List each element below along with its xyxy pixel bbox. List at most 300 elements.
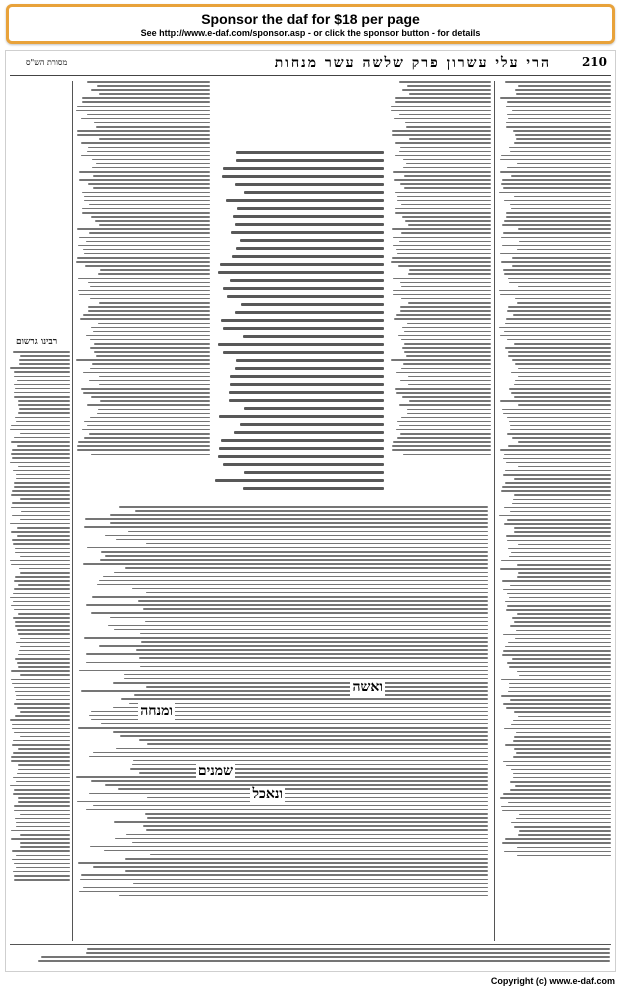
text-line — [12, 728, 70, 730]
text-line — [391, 261, 491, 263]
text-line — [89, 793, 488, 795]
text-line — [13, 871, 70, 873]
text-line — [93, 187, 210, 189]
text-line — [504, 220, 611, 222]
text-line — [500, 449, 611, 451]
text-line — [502, 580, 611, 582]
text-line — [507, 417, 611, 419]
sponsor-subtitle[interactable]: See http://www.e-daf.com/sponsor.asp - or click the sponsor button - for details — [140, 28, 481, 38]
text-line — [125, 567, 488, 569]
text-line — [507, 662, 611, 664]
footnotes — [10, 948, 610, 968]
text-line — [115, 838, 488, 840]
text-line — [504, 273, 611, 275]
text-line — [509, 388, 611, 390]
text-line — [80, 879, 488, 881]
text-line — [11, 494, 70, 496]
text-line — [14, 482, 70, 484]
text-line — [517, 249, 611, 251]
text-line — [400, 310, 491, 312]
text-line — [509, 683, 611, 685]
text-line — [84, 253, 210, 255]
text-line — [86, 653, 488, 655]
text-line — [409, 93, 491, 95]
text-line — [83, 314, 210, 316]
text-line — [20, 355, 70, 357]
text-line — [10, 429, 70, 431]
text-line — [145, 621, 488, 623]
sponsor-banner[interactable] — [6, 4, 615, 44]
text-line — [503, 458, 611, 460]
text-line — [113, 682, 488, 684]
text-line — [105, 555, 488, 557]
talmud-page — [5, 50, 616, 972]
text-line — [150, 854, 488, 856]
text-line — [507, 519, 611, 521]
text-line — [517, 855, 611, 857]
text-line — [14, 437, 70, 439]
text-line — [90, 286, 210, 288]
text-line — [395, 208, 491, 210]
text-marker: ומנחה — [140, 703, 173, 719]
text-line — [10, 367, 70, 369]
text-line — [508, 118, 611, 120]
text-line — [19, 363, 70, 365]
text-line — [11, 830, 70, 832]
text-line — [99, 384, 210, 386]
text-line — [11, 441, 70, 443]
text-line — [511, 822, 611, 824]
text-line — [78, 278, 210, 280]
text-line — [90, 417, 210, 419]
text-line — [91, 612, 488, 614]
text-line — [99, 645, 488, 647]
text-line — [500, 335, 611, 337]
text-line — [222, 175, 384, 178]
text-line — [244, 191, 384, 194]
text-line — [500, 159, 611, 161]
text-line — [401, 232, 491, 234]
text-line — [14, 732, 70, 734]
text-line — [18, 769, 70, 771]
text-line — [514, 711, 611, 713]
text-line — [125, 858, 488, 860]
text-line — [84, 526, 488, 528]
text-line — [17, 773, 70, 775]
text-line — [399, 404, 491, 406]
text-line — [505, 601, 611, 603]
text-line — [404, 187, 491, 189]
text-line — [76, 776, 488, 778]
text-line — [79, 237, 210, 239]
text-line — [96, 355, 210, 357]
text-line — [11, 679, 70, 681]
text-line — [510, 425, 611, 427]
text-line — [499, 515, 611, 517]
text-line — [517, 302, 611, 304]
text-line — [512, 437, 611, 439]
text-line — [16, 474, 70, 476]
text-line — [90, 339, 210, 341]
text-line — [512, 359, 611, 361]
text-line — [507, 339, 611, 341]
text-line — [14, 879, 70, 881]
text-line — [84, 437, 210, 439]
text-line — [18, 764, 70, 766]
text-line — [10, 560, 70, 562]
text-line — [11, 453, 70, 455]
text-line — [505, 838, 611, 840]
text-line — [504, 851, 611, 853]
text-line — [139, 657, 488, 659]
text-line — [506, 212, 611, 214]
text-line — [14, 588, 70, 590]
text-line — [86, 241, 210, 243]
text-line — [82, 208, 210, 210]
text-line — [20, 519, 70, 521]
text-line — [515, 298, 611, 300]
text-line — [95, 220, 210, 222]
text-line — [128, 531, 488, 533]
text-line — [82, 192, 210, 194]
text-line — [91, 454, 210, 456]
text-line — [513, 130, 611, 132]
text-line — [503, 589, 611, 591]
text-line — [105, 535, 488, 537]
text-line — [14, 486, 70, 488]
text-line — [505, 744, 611, 746]
text-line — [16, 822, 70, 824]
text-line — [88, 147, 210, 149]
text-line — [502, 179, 611, 181]
text-line — [147, 743, 488, 745]
text-line — [141, 641, 488, 643]
text-line — [502, 810, 611, 812]
text-line — [504, 523, 611, 525]
text-line — [20, 498, 70, 500]
text-line — [83, 249, 210, 251]
text-line — [517, 576, 611, 578]
text-line — [86, 662, 488, 664]
text-line — [511, 208, 611, 210]
text-line — [509, 421, 611, 423]
text-line — [511, 175, 611, 177]
text-line — [13, 543, 70, 545]
text-line — [18, 748, 70, 750]
text-line — [503, 650, 611, 652]
text-line — [396, 249, 491, 251]
text-line — [408, 384, 491, 386]
text-line — [13, 470, 70, 472]
text-line — [19, 359, 70, 361]
text-line — [518, 404, 611, 406]
text-line — [86, 952, 610, 954]
text-line — [391, 106, 491, 108]
text-line — [124, 674, 488, 676]
text-line — [129, 703, 488, 705]
copyright-footer[interactable]: Copyright (c) www.e-daf.com — [490, 976, 615, 986]
text-line — [12, 502, 70, 504]
text-line — [396, 314, 491, 316]
text-line — [510, 204, 611, 206]
text-line — [91, 216, 210, 218]
text-line — [221, 439, 384, 442]
text-line — [132, 588, 488, 590]
text-line — [512, 257, 611, 259]
text-line — [14, 810, 70, 812]
text-line — [511, 724, 611, 726]
text-line — [17, 662, 70, 664]
text-line — [394, 179, 491, 181]
text-line — [88, 282, 210, 284]
text-line — [98, 409, 210, 411]
text-line — [114, 572, 488, 574]
text-line — [18, 666, 70, 668]
text-line — [132, 764, 488, 766]
text-line — [12, 539, 70, 541]
text-line — [515, 363, 611, 365]
text-line — [11, 605, 70, 607]
text-line — [87, 948, 610, 950]
text-line — [505, 482, 611, 484]
text-line — [403, 167, 491, 169]
text-line — [85, 265, 210, 267]
text-line — [16, 826, 70, 828]
text-line — [218, 271, 384, 274]
text-line — [403, 454, 491, 456]
text-line — [84, 196, 210, 198]
text-line — [99, 224, 210, 226]
text-line — [236, 151, 384, 154]
text-line — [81, 388, 210, 390]
text-marker: שמנים — [197, 763, 233, 779]
text-line — [505, 81, 611, 83]
text-line — [504, 728, 611, 730]
text-line — [514, 826, 611, 828]
text-line — [508, 802, 611, 804]
text-line — [510, 511, 611, 513]
text-line — [82, 101, 210, 103]
text-line — [93, 175, 210, 177]
text-line — [113, 731, 488, 733]
text-line — [87, 114, 210, 116]
text-line — [14, 392, 70, 394]
text-line — [114, 821, 488, 823]
text-line — [17, 445, 70, 447]
text-line — [105, 784, 488, 786]
text-line — [20, 638, 70, 640]
text-line — [243, 487, 384, 490]
text-line — [514, 196, 611, 198]
text-line — [499, 290, 611, 292]
text-line — [503, 761, 611, 763]
text-line — [219, 415, 384, 418]
text-line — [508, 548, 611, 550]
text-line — [508, 355, 611, 357]
text-line — [82, 97, 210, 99]
text-line — [100, 400, 210, 402]
text-line — [501, 679, 611, 681]
lower-commentary — [76, 506, 488, 941]
text-line — [502, 245, 611, 247]
footnote-rule — [10, 944, 611, 945]
text-line — [503, 703, 611, 705]
text-line — [509, 666, 611, 668]
text-line — [500, 797, 611, 799]
text-line — [108, 625, 488, 627]
text-line — [84, 421, 210, 423]
text-line — [508, 691, 611, 693]
text-line — [77, 228, 210, 230]
text-line — [399, 151, 491, 153]
text-line — [116, 748, 488, 750]
text-line — [79, 171, 210, 173]
text-line — [507, 605, 611, 607]
text-line — [229, 391, 384, 394]
text-line — [87, 81, 210, 83]
text-line — [505, 347, 611, 349]
text-line — [503, 269, 611, 271]
text-line — [501, 183, 611, 185]
text-line — [504, 200, 611, 202]
text-line — [506, 216, 611, 218]
text-line — [244, 471, 384, 474]
text-line — [20, 433, 70, 435]
text-line — [76, 261, 210, 263]
text-line — [78, 862, 488, 864]
text-line — [402, 327, 491, 329]
text-line — [507, 593, 611, 595]
text-line — [14, 703, 70, 705]
text-line — [407, 409, 491, 411]
text-line — [14, 371, 70, 373]
text-line — [516, 818, 611, 820]
text-line — [140, 633, 488, 635]
text-line — [517, 671, 611, 673]
text-line — [20, 556, 70, 558]
text-line — [17, 380, 70, 382]
text-line — [83, 563, 488, 565]
text-line — [513, 499, 611, 501]
text-line — [16, 855, 70, 857]
text-line — [393, 171, 491, 173]
text-line — [18, 797, 70, 799]
text-line — [512, 503, 611, 505]
text-line — [506, 535, 611, 537]
text-line — [511, 372, 611, 374]
text-line — [519, 814, 611, 816]
text-line — [513, 314, 611, 316]
text-line — [509, 147, 611, 149]
text-line — [518, 228, 611, 230]
text-line — [12, 515, 70, 517]
text-line — [241, 303, 384, 306]
text-line — [133, 883, 488, 885]
text-line — [218, 343, 384, 346]
text-line — [92, 363, 210, 365]
text-line — [10, 523, 70, 525]
text-line — [402, 89, 491, 91]
text-line — [501, 155, 611, 157]
text-line — [21, 511, 70, 513]
text-line — [20, 711, 70, 713]
text-line — [507, 540, 611, 542]
text-line — [403, 159, 491, 161]
text-line — [510, 429, 611, 431]
text-line — [399, 81, 491, 83]
text-line — [93, 805, 488, 807]
text-line — [502, 409, 611, 411]
text-line — [11, 425, 70, 427]
text-line — [397, 196, 491, 198]
text-line — [124, 678, 488, 680]
text-line — [393, 237, 491, 239]
text-line — [14, 687, 70, 689]
text-line — [519, 830, 611, 832]
text-line — [506, 609, 611, 611]
text-line — [393, 294, 491, 296]
text-line — [230, 279, 384, 282]
text-line — [11, 507, 70, 509]
text-line — [502, 486, 611, 488]
text-line — [512, 265, 611, 267]
text-line — [16, 478, 70, 480]
text-line — [19, 650, 70, 652]
text-line — [509, 687, 611, 689]
text-line — [12, 449, 70, 451]
text-line — [84, 200, 210, 202]
text-line — [518, 368, 611, 370]
text-line — [98, 323, 210, 325]
text-line — [507, 167, 611, 169]
text-line — [99, 302, 210, 304]
text-line — [401, 339, 491, 341]
text-line — [90, 298, 210, 300]
text-line — [140, 666, 488, 668]
text-line — [11, 756, 70, 758]
text-line — [407, 85, 491, 87]
text-line — [510, 585, 611, 587]
text-line — [83, 392, 210, 394]
text-line — [14, 384, 70, 386]
text-line — [236, 159, 384, 162]
text-line — [90, 347, 210, 349]
text-line — [116, 539, 488, 541]
text-line — [13, 740, 70, 742]
text-line — [15, 388, 70, 390]
text-line — [502, 842, 611, 844]
text-line — [408, 376, 491, 378]
text-line — [91, 89, 210, 91]
text-line — [99, 93, 210, 95]
text-line — [505, 470, 611, 472]
text-line — [513, 720, 611, 722]
text-line — [100, 269, 210, 271]
text-line — [230, 375, 384, 378]
text-line — [399, 114, 491, 116]
text-line — [519, 241, 611, 243]
text-line — [515, 638, 611, 640]
text-line — [394, 118, 491, 120]
text-line — [146, 686, 488, 688]
text-line — [87, 425, 210, 427]
text-line — [10, 597, 70, 599]
text-line — [393, 278, 491, 280]
text-line — [18, 412, 70, 414]
text-line — [223, 287, 384, 290]
text-line — [518, 85, 611, 87]
text-line — [408, 302, 491, 304]
